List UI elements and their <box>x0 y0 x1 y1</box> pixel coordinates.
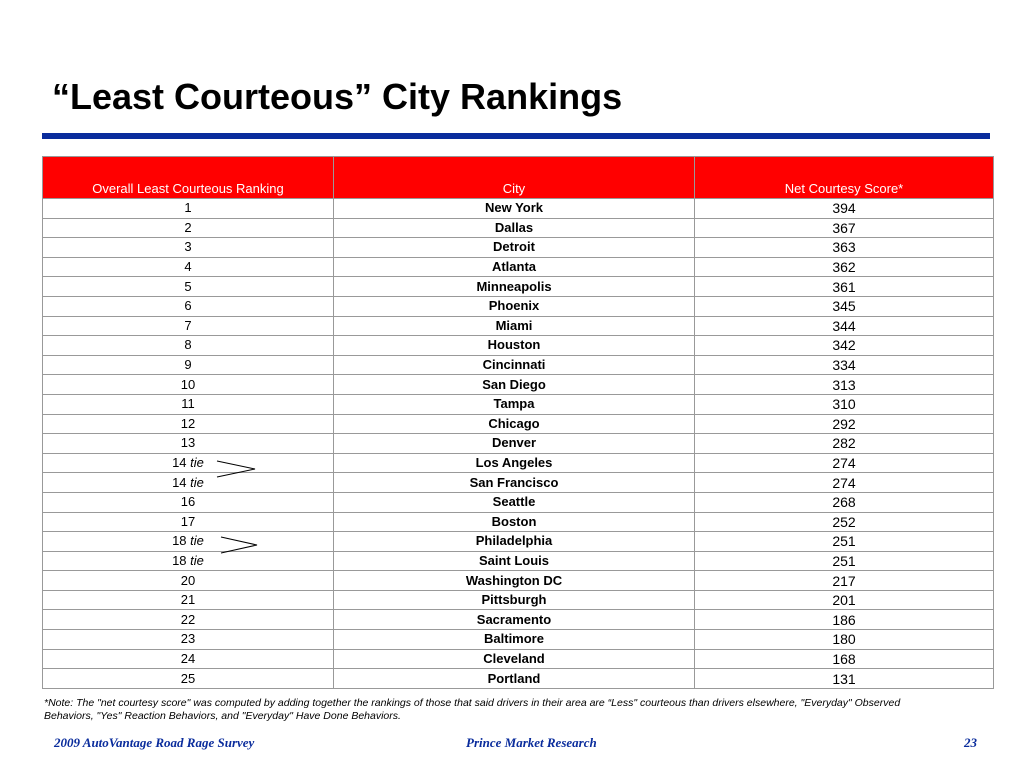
score-cell: 268 <box>695 492 994 512</box>
score-cell: 201 <box>695 590 994 610</box>
rank-cell: 24 <box>43 649 334 669</box>
table-row <box>43 414 994 434</box>
table-row <box>43 453 994 473</box>
rank-cell: 4 <box>43 257 334 277</box>
tie-bracket-icon <box>215 457 260 487</box>
score-cell: 131 <box>695 669 994 689</box>
score-cell: 292 <box>695 414 994 434</box>
city-cell: Philadelphia <box>334 532 695 552</box>
rank-cell: 8 <box>43 336 334 356</box>
rank-cell: 22 <box>43 610 334 630</box>
table-row <box>43 551 994 571</box>
score-cell: 168 <box>695 649 994 669</box>
table-row <box>43 669 994 689</box>
rankings-table <box>42 156 994 689</box>
title-underline <box>42 133 990 139</box>
rank-cell: 5 <box>43 277 334 297</box>
city-cell: Denver <box>334 434 695 454</box>
score-cell: 180 <box>695 630 994 650</box>
city-cell: Boston <box>334 512 695 532</box>
rank-cell: 16 <box>43 492 334 512</box>
table-row <box>43 336 994 356</box>
table-row <box>43 532 994 552</box>
city-cell: New York <box>334 199 695 219</box>
table-row <box>43 473 994 493</box>
rankings-table-container <box>42 156 990 689</box>
rank-cell: 6 <box>43 296 334 316</box>
rank-cell: 7 <box>43 316 334 336</box>
score-cell: 251 <box>695 551 994 571</box>
rank-cell: 13 <box>43 434 334 454</box>
rank-cell: 17 <box>43 512 334 532</box>
rank-cell: 23 <box>43 630 334 650</box>
rank-cell: 11 <box>43 394 334 414</box>
city-cell: Chicago <box>334 414 695 434</box>
table-row <box>43 590 994 610</box>
table-row <box>43 571 994 591</box>
rank-cell: 3 <box>43 238 334 258</box>
table-row <box>43 257 994 277</box>
header-city: City <box>334 157 695 199</box>
city-cell: Saint Louis <box>334 551 695 571</box>
city-cell: San Francisco <box>334 473 695 493</box>
rank-cell: 9 <box>43 355 334 375</box>
city-cell: Los Angeles <box>334 453 695 473</box>
table-row <box>43 394 994 414</box>
score-cell: 394 <box>695 199 994 219</box>
city-cell: Pittsburgh <box>334 590 695 610</box>
footer-survey-name: 2009 AutoVantage Road Rage Survey <box>54 735 255 750</box>
table-row <box>43 277 994 297</box>
score-cell: 345 <box>695 296 994 316</box>
footnote: *Note: The "net courtesy score" was computed by adding together the rankings of those that said drivers in their area are “Less" courteous than drivers elsewhere, "Everyday" Observed Behaviors, "Yes" Reaction Behaviors, and "Everyday" Have Done Behaviors. <box>44 697 901 722</box>
city-cell: Cleveland <box>334 649 695 669</box>
city-cell: Phoenix <box>334 296 695 316</box>
rank-cell: 1 <box>43 199 334 219</box>
table-row <box>43 199 994 219</box>
rank-cell: 18 tie <box>43 532 334 552</box>
city-cell: Portland <box>334 669 695 689</box>
score-cell: 274 <box>695 453 994 473</box>
score-cell: 367 <box>695 218 994 238</box>
city-cell: Houston <box>334 336 695 356</box>
table-row <box>43 610 994 630</box>
score-cell: 310 <box>695 394 994 414</box>
score-cell: 274 <box>695 473 994 493</box>
score-cell: 363 <box>695 238 994 258</box>
table-row <box>43 434 994 454</box>
table-row <box>43 316 994 336</box>
footer-company: Prince Market Research <box>466 735 597 750</box>
score-cell: 186 <box>695 610 994 630</box>
table-row <box>43 375 994 395</box>
rank-cell: 2 <box>43 218 334 238</box>
rank-cell: 21 <box>43 590 334 610</box>
table-row <box>43 492 994 512</box>
table-body <box>43 199 994 689</box>
tie-label: tie <box>190 533 204 549</box>
table-header-row <box>43 157 994 199</box>
table-row <box>43 512 994 532</box>
score-cell: 252 <box>695 512 994 532</box>
city-cell: Atlanta <box>334 257 695 277</box>
score-cell: 251 <box>695 532 994 552</box>
page-title: “Least Courteous” City Rankings <box>52 76 623 117</box>
score-cell: 334 <box>695 355 994 375</box>
city-cell: Cincinnati <box>334 355 695 375</box>
score-cell: 344 <box>695 316 994 336</box>
tie-label: tie <box>190 455 204 471</box>
rank-cell: 12 <box>43 414 334 434</box>
city-cell: Miami <box>334 316 695 336</box>
header-ranking: Overall Least Courteous Ranking <box>43 157 334 199</box>
score-cell: 362 <box>695 257 994 277</box>
table-row <box>43 238 994 258</box>
rank-cell: 20 <box>43 571 334 591</box>
score-cell: 217 <box>695 571 994 591</box>
header-score: Net Courtesy Score* <box>695 157 994 199</box>
table-row <box>43 649 994 669</box>
rank-cell: 18 tie <box>43 551 334 571</box>
rank-cell: 14 tie <box>43 453 334 473</box>
score-cell: 342 <box>695 336 994 356</box>
tie-bracket-icon <box>215 533 260 563</box>
table-row <box>43 630 994 650</box>
rank-cell: 10 <box>43 375 334 395</box>
city-cell: Dallas <box>334 218 695 238</box>
city-cell: San Diego <box>334 375 695 395</box>
rank-cell: 25 <box>43 669 334 689</box>
table-row <box>43 355 994 375</box>
city-cell: Seattle <box>334 492 695 512</box>
city-cell: Minneapolis <box>334 277 695 297</box>
table-row <box>43 218 994 238</box>
tie-label: tie <box>190 552 204 568</box>
city-cell: Washington DC <box>334 571 695 591</box>
table-row <box>43 296 994 316</box>
score-cell: 282 <box>695 434 994 454</box>
tie-label: tie <box>190 474 204 490</box>
page-number: 23 <box>964 735 977 750</box>
rank-cell: 14 tie <box>43 473 334 493</box>
score-cell: 361 <box>695 277 994 297</box>
city-cell: Sacramento <box>334 610 695 630</box>
city-cell: Tampa <box>334 394 695 414</box>
city-cell: Detroit <box>334 238 695 258</box>
score-cell: 313 <box>695 375 994 395</box>
city-cell: Baltimore <box>334 630 695 650</box>
